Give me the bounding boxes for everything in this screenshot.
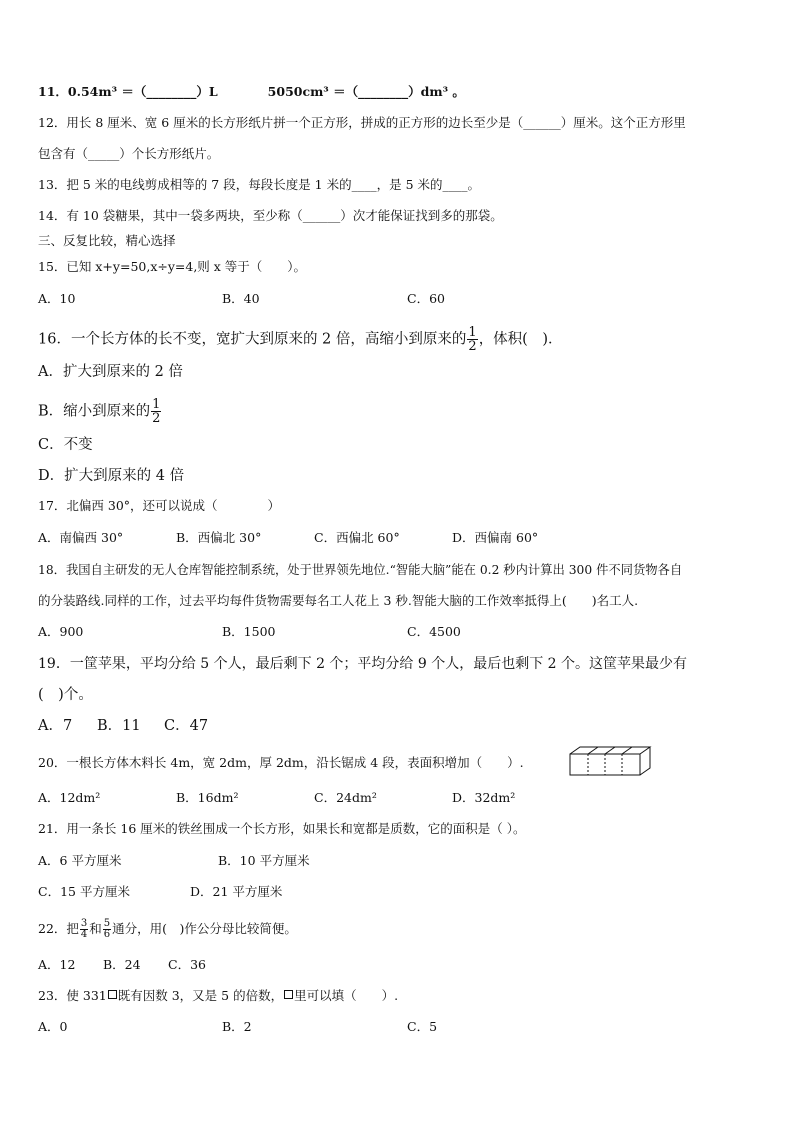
q22-option-a: A．12 — [38, 957, 76, 972]
q22-fraction-1 — [80, 919, 88, 940]
question-16 — [38, 326, 563, 353]
q23-text-a: 23．使 331 — [38, 988, 107, 1003]
q16-option-d: D．扩大到原来的 4 倍 — [38, 468, 185, 484]
blank-box-icon — [284, 990, 293, 999]
question-23 — [38, 988, 398, 1004]
wood-block-figure — [568, 746, 652, 778]
q20-option-d: D．32dm² — [452, 790, 516, 805]
question-20: 20．一根长方体木料长 4m，宽 2dm，厚 2dm，沿长锯成 4 段，表面积增加（ ）. — [38, 755, 524, 770]
q16-option-b-fraction — [151, 398, 161, 425]
q16-optb-frac-den: 2 — [152, 411, 161, 426]
q16-optb-frac-num: 1 — [152, 397, 161, 412]
q19-option-b: B．11 — [97, 718, 141, 734]
q22-fraction-2 — [103, 919, 111, 940]
question-13: 13．把 5 米的电线剪成相等的 7 段，每段长度是 1 米的____，是 5 米的____。 — [38, 177, 481, 192]
question-19-line1: 19．一筐苹果，平均分给 5 个人，最后剩下 2 个；平均分给 9 个人，最后也剩下 2 个。这筐苹果最少有 — [38, 656, 688, 672]
q22-text-b: 和 — [89, 921, 102, 936]
q16-option-a: A．扩大到原来的 2 倍 — [38, 364, 183, 380]
q19-option-c: C．47 — [164, 718, 209, 734]
q16-option-b-text: B．缩小到原来的 — [38, 403, 151, 420]
q16-frac-num: 1 — [468, 325, 477, 340]
q22-f1-den: 4 — [80, 929, 88, 940]
question-11: 11．0.54m³ ＝（________）L 5050cm³ ＝（________）dm³ 。 — [38, 84, 465, 99]
q17-option-c: C．西偏北 60° — [314, 530, 400, 545]
question-14: 14．有 10 袋糖果，其中一袋多两块，至少称（______）次才能保证找到多的那袋。 — [38, 208, 503, 223]
question-17: 17．北偏西 30°，还可以说成（ ） — [38, 498, 281, 513]
q17-option-d: D．西偏南 60° — [452, 530, 539, 545]
q18-option-b: B．1500 — [222, 624, 276, 639]
q15-option-a: A．10 — [38, 291, 76, 306]
q22-f2-num: 5 — [103, 918, 111, 929]
q21-option-a: A．6 平方厘米 — [38, 853, 122, 868]
q22-f1-num: 3 — [80, 918, 88, 929]
q23-text-c: 里可以填（ ）. — [294, 988, 399, 1003]
q22-option-b: B．24 — [103, 957, 141, 972]
q22-f2-den: 6 — [103, 929, 111, 940]
q20-option-b: B．16dm² — [176, 790, 239, 805]
q18-option-a: A．900 — [38, 624, 84, 639]
q17-option-b: B．西偏北 30° — [176, 530, 262, 545]
question-18-line2: 的分装路线.同样的工作，过去平均每件货物需要每名工人花上 3 秒.智能大脑的工作效率抵得上( )名工人. — [38, 593, 639, 608]
q22-text-c: 通分，用( )作公分母比较简便。 — [112, 921, 297, 936]
q16-text-before: 16．一个长方体的长不变，宽扩大到原来的 2 倍，高缩小到原来的 — [38, 331, 467, 348]
q19-option-a: A．7 — [38, 718, 73, 734]
q22-option-c: C．36 — [168, 957, 206, 972]
question-19-line2: ( )个。 — [38, 687, 93, 703]
q23-text-b: 既有因数 3，又是 5 的倍数， — [117, 988, 284, 1003]
blank-box-icon — [108, 990, 117, 999]
q21-option-c: C．15 平方厘米 — [38, 884, 130, 899]
q15-option-b: B．40 — [222, 291, 260, 306]
q20-option-a: A．12dm² — [38, 790, 101, 805]
question-12-line2: 包含有（_____）个长方形纸片。 — [38, 146, 220, 161]
q22-text-a: 22．把 — [38, 921, 79, 936]
q18-option-c: C．4500 — [407, 624, 461, 639]
q15-option-c: C．60 — [407, 291, 445, 306]
q21-option-d: D．21 平方厘米 — [190, 884, 283, 899]
question-21: 21．用一条长 16 厘米的铁丝围成一个长方形，如果长和宽都是质数，它的面积是（ ）。 — [38, 821, 526, 836]
q16-fraction — [467, 326, 477, 353]
section-3-title: 三、反复比较，精心选择 — [38, 233, 176, 248]
question-18-line1: 18．我国自主研发的无人仓库智能控制系统，处于世界领先地位.“智能大脑”能在 0.2 秒内计算出 300 件不同货物各自 — [38, 563, 683, 577]
q16-option-c: C．不变 — [38, 437, 93, 453]
q23-option-a: A．0 — [38, 1019, 68, 1034]
q16-option-b — [38, 398, 162, 425]
q17-option-a: A．南偏西 30° — [38, 530, 124, 545]
q21-option-b: B．10 平方厘米 — [218, 853, 310, 868]
q16-text-after: ，体积( )． — [478, 331, 563, 348]
q23-option-b: B．2 — [222, 1019, 252, 1034]
q23-option-c: C．5 — [407, 1019, 438, 1034]
question-15: 15．已知 x+y=50,x÷y=4,则 x 等于（ ）。 — [38, 259, 307, 274]
q20-option-c: C．24dm² — [314, 790, 377, 805]
question-12-line1: 12．用长 8 厘米、宽 6 厘米的长方形纸片拼一个正方形，拼成的正方形的边长至少是（______）厘米。这个正方形里 — [38, 115, 686, 130]
q16-frac-den: 2 — [468, 339, 477, 354]
question-22 — [38, 919, 297, 940]
